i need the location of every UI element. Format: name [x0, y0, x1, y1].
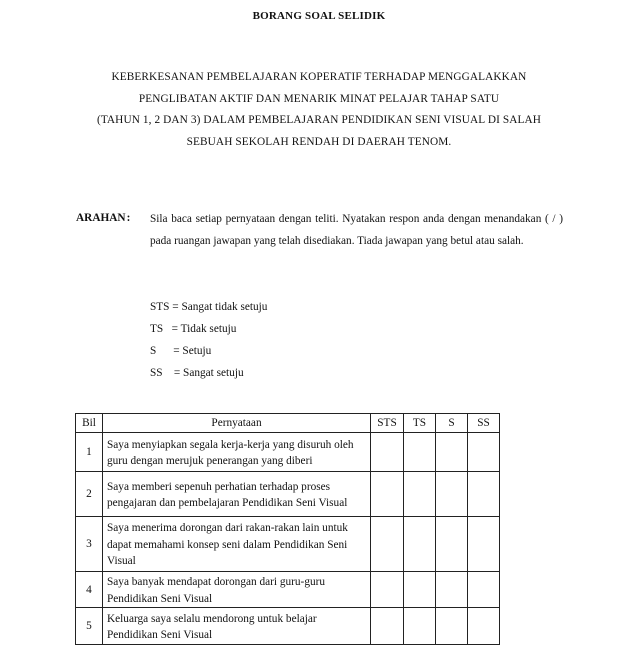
- row-number: 5: [76, 608, 103, 645]
- answer-cell-sts[interactable]: [371, 433, 404, 472]
- answer-cell-ts[interactable]: [404, 572, 436, 608]
- row-number: 3: [76, 517, 103, 572]
- row-statement: [103, 608, 371, 645]
- row-statement: [103, 433, 371, 472]
- row-statement: [103, 572, 371, 608]
- header-statement: Pernyataan: [103, 414, 371, 433]
- answer-cell-sts[interactable]: [371, 608, 404, 645]
- research-title-line: KEBERKESANAN PEMBELAJARAN KOPERATIF TERHADAP MENGGALAKKAN: [111, 71, 527, 83]
- table-row: [76, 433, 500, 472]
- answer-cell-sts[interactable]: [371, 572, 404, 608]
- row-statement-text: Saya menerima dorongan dari rakan-rakan lain untuk dapat memahami konsep seni dalam Pendidikan Seni Visual: [107, 522, 348, 568]
- legend-item-ts: TS = Tidak setuju: [150, 323, 237, 335]
- header-ss: SS: [468, 414, 500, 433]
- legend-item-s: S = Setuju: [150, 345, 212, 357]
- research-title-line: PENGLIBATAN AKTIF DAN MENARIK MINAT PELAJAR TAHAP SATU: [138, 92, 500, 105]
- answer-cell-ss[interactable]: [468, 472, 500, 517]
- answer-cell-ts[interactable]: [404, 472, 436, 517]
- row-statement: [103, 517, 371, 572]
- research-title-line: SEBUAH SEKOLAH RENDAH DI DAERAH TENOM.: [186, 136, 452, 149]
- row-number: 2: [76, 472, 103, 517]
- header-s: S: [436, 414, 468, 433]
- row-statement-text: Saya menyiapkan segala kerja-kerja yang disuruh oleh guru dengan merujuk penerangan yang diberi: [107, 438, 354, 467]
- answer-cell-s[interactable]: [436, 517, 468, 572]
- row-statement-text: Saya banyak mendapat dorongan dari guru-guru Pendidikan Seni Visual: [107, 576, 326, 605]
- answer-cell-s[interactable]: [436, 472, 468, 517]
- answer-cell-s[interactable]: [436, 433, 468, 472]
- answer-cell-ts[interactable]: [404, 608, 436, 645]
- answer-cell-s[interactable]: [436, 608, 468, 645]
- header-sts: STS: [371, 414, 404, 433]
- row-number: 1: [76, 433, 103, 472]
- answer-cell-sts[interactable]: [371, 517, 404, 572]
- row-statement-text: Saya memberi sepenuh perhatian terhadap proses pengajaran dan pembelajaran Pendidikan Seni Visual: [107, 480, 348, 509]
- table-row: [76, 517, 500, 572]
- response-legend: [150, 296, 267, 384]
- instructions-label-text: ARAHAN: [76, 212, 126, 224]
- table-row: [76, 472, 500, 517]
- table-header-row: [76, 414, 500, 433]
- legend-item-sts: STS = Sangat tidak setuju: [150, 301, 268, 313]
- answer-cell-ts[interactable]: [404, 517, 436, 572]
- row-number: 4: [76, 572, 103, 608]
- answer-cell-ss[interactable]: [468, 608, 500, 645]
- instructions-label: [76, 212, 130, 224]
- form-title: BORANG SOAL SELIDIK: [252, 10, 386, 22]
- row-statement-text: Keluarga saya selalu mendorong untuk belajar Pendidikan Seni Visual: [107, 612, 317, 641]
- table-row: [76, 572, 500, 608]
- answer-cell-ss[interactable]: [468, 517, 500, 572]
- answer-cell-ss[interactable]: [468, 572, 500, 608]
- row-statement: [103, 472, 371, 517]
- instructions-text: Sila baca setiap pernyataan dengan teliti. Nyatakan respon anda dengan menandakan ( / ) pada ruangan jawapan yang telah disediakan. Tiada jawapan yang betul atau salah.: [150, 213, 563, 247]
- answer-cell-ss[interactable]: [468, 433, 500, 472]
- research-title-line: (TAHUN 1, 2 DAN 3) DALAM PEMBELAJARAN PENDIDIKAN SENI VISUAL DI SALAH: [96, 114, 542, 127]
- answer-cell-s[interactable]: [436, 572, 468, 608]
- table-row: [76, 608, 500, 645]
- header-bil: Bil: [76, 414, 103, 433]
- header-ts: TS: [404, 414, 436, 433]
- answer-cell-sts[interactable]: [371, 472, 404, 517]
- instructions-colon: :: [126, 212, 131, 224]
- research-title: [60, 67, 578, 154]
- answer-cell-ts[interactable]: [404, 433, 436, 472]
- legend-item-ss: SS = Sangat setuju: [150, 367, 244, 379]
- survey-table: [75, 413, 500, 645]
